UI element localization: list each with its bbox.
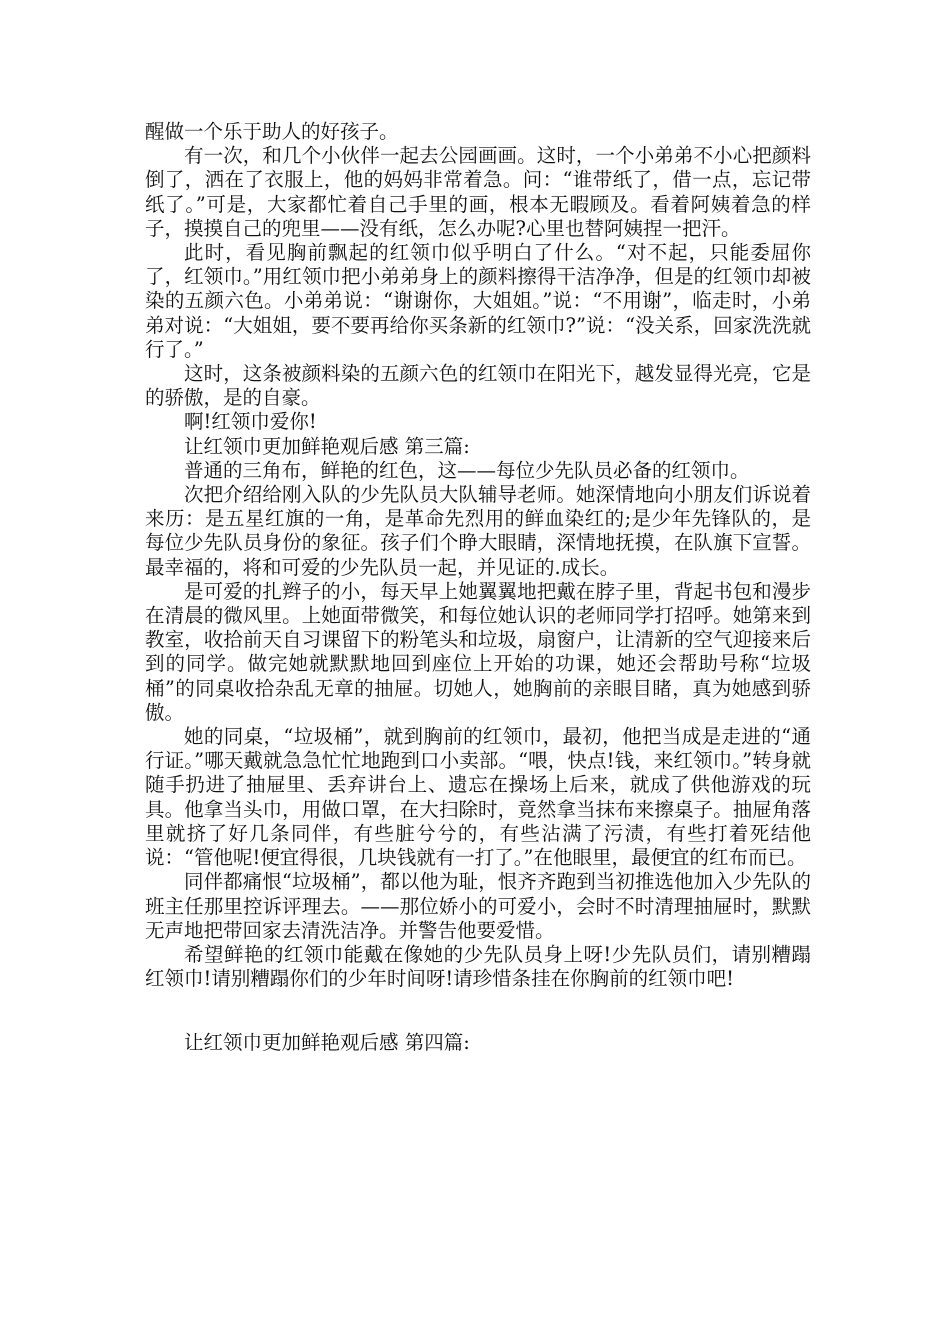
- paragraph-classmates: 同伴都痛恨“垃圾桶”，都以他为耻，恨齐齐跑到当初推选他加入少先队的班主任那里控诉评理去。——那位娇小的可爱小，会时不时清理抽屉时，默默无声地把带回家去清洗洁净。并警告他要爱惜。: [145, 870, 811, 942]
- paragraph-exclamation: 啊!红领巾爱你!: [184, 410, 317, 434]
- paragraph-continuation: 醒做一个乐于助人的好孩子。: [145, 120, 399, 143]
- paragraph-deskmate: 她的同桌，“垃圾桶”，就到胸前的红领巾，最初，他把当成是走进的“通行证。”哪天戴就急急忙忙地跑到口小卖部。“喂，快点!钱，来红领巾。”转身就随手扔进了抽屉里、丢弃讲台上、遗忘在操场上后来，就成了供他游戏的玩具。他拿当头巾，用做口罩，在大扫除时，竟然拿当抹布来擦桌子。抽屉角落里就挤了好几条同伴，有些脏兮兮的，有些沾满了污渍，有些打着死结他说：“管他呢!便宜得很，几块钱就有一打了。”在他眼里，最便宜的红布而已。: [145, 725, 811, 870]
- paragraph-triangle-cloth: 普通的三角布，鲜艳的红色，这——每位少先队员必备的红领巾。: [184, 458, 750, 482]
- paragraph-sunlight: 这时，这条被颜料染的五颜六色的红领巾在阳光下，越发显得光亮，它是的骄傲，是的自豪。: [145, 362, 811, 410]
- document-body: [145, 120, 811, 1056]
- paragraph-counselor: 次把介绍给刚入队的少先队员大队辅导老师。她深情地向小朋友们诉说着来历：是五星红旗的一角，是革命先烈用的鲜血染红的;是少年先锋队的，是每位少先队员身份的象征。孩子们个睁大眼睛，深情地抚摸，在队旗下宣誓。最幸福的，将和可爱的少先队员一起，并见证的.成长。: [145, 483, 811, 579]
- section-heading-part-three: 让红领巾更加鲜艳观后感 第三篇:: [184, 434, 470, 458]
- section-heading-part-four: 让红领巾更加鲜艳观后感 第四篇:: [184, 1031, 470, 1055]
- paragraph-hope: 希望鲜艳的红领巾能戴在像她的少先队员身上呀!少先队员们，请别糟蹋红领巾!请别糟蹋你们的少年时间呀!请珍惜条挂在你胸前的红领巾吧!: [145, 942, 811, 991]
- paragraph-park-story: 有一次，和几个小伙伴一起去公园画画。这时，一个小弟弟不小心把颜料倒了，洒在了衣服上，他的妈妈非常着急。问：“谁带纸了，借一点，忘记带纸了。”可是，大家都忙着自己手里的画，根本无暇顾及。看着阿姨着急的样子，摸摸自己的兜里——没有纸，怎么办呢?心里也替阿姨捏一把汗。: [145, 144, 811, 240]
- paragraph-pigtail-girl: 是可爱的扎辫子的小，每天早上她翼翼地把戴在脖子里，背起书包和漫步在清晨的微风里。上她面带微笑，和每位她认识的老师同学打招呼。她第来到教室，收拾前天自习课留下的粉笔头和垃圾，扇窗户，让清新的空气迎接来后到的同学。做完她就默默地回到座位上开始的功课，她还会帮助号称“垃圾桶”的同桌收拾杂乱无章的抽屉。切她人，她胸前的亲眼目睹，真为她感到骄傲。: [145, 579, 811, 724]
- paragraph-red-scarf-help: 此时，看见胸前飘起的红领巾似乎明白了什么。“对不起，只能委屈你了，红领巾。”用红领巾把小弟弟身上的颜料擦得干洁净净，但是的红领巾却被染的五颜六色。小弟弟说：“谢谢你，大姐姐。”说：“不用谢”，临走时，小弟弟对说：“大姐姐，要不要再给你买条新的红领巾?”说：“没关系，回家洗洗就行了。”: [145, 241, 811, 361]
- paragraph-spacer: [145, 991, 811, 1031]
